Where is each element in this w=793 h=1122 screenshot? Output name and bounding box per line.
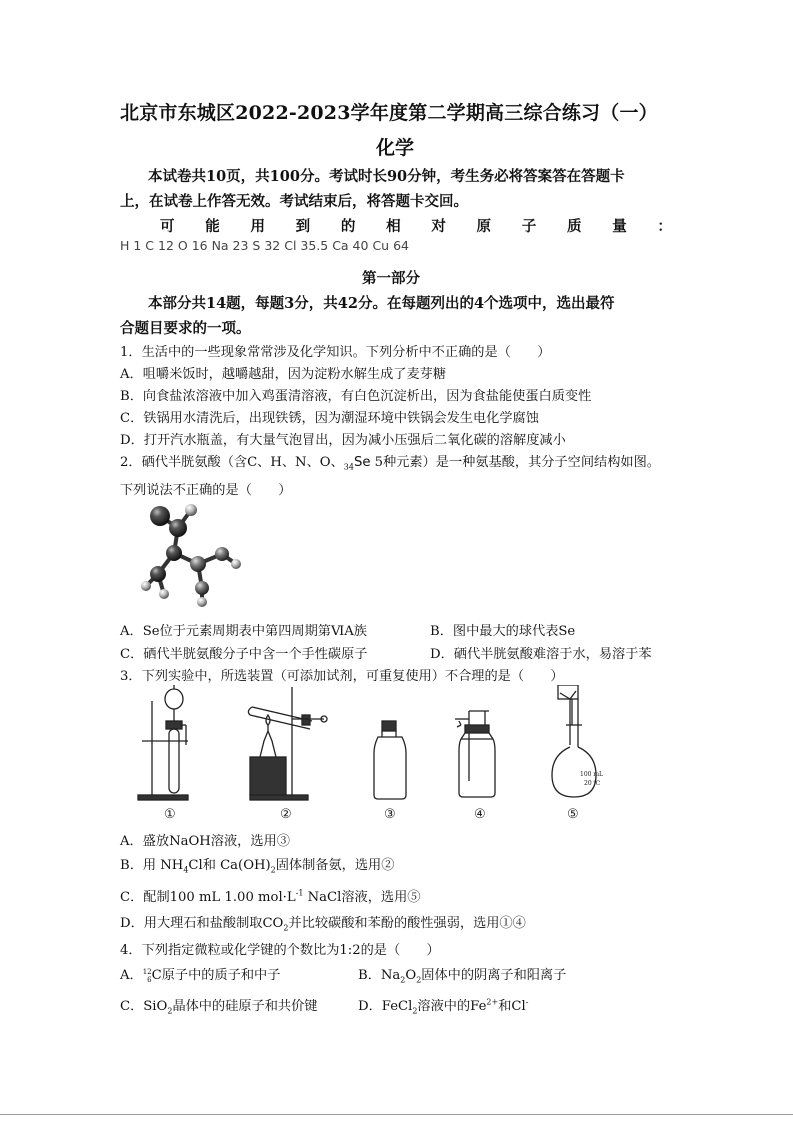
q2-option-a: A．Se位于元素周期表中第四周期第ⅥA族: [120, 624, 367, 639]
q4-option-d: D．FeCl$_2$溶液中的$Fe^{2+}$和Cl-: [358, 997, 529, 1016]
q1-option-a: A．咀嚼米饭时，越嚼越甜，因为淀粉水解生成了麦芽糖: [120, 367, 447, 382]
intro-line-1: 本试卷共10页，共100分。考试时长90分钟，考生务必将答案答在答题卡: [148, 168, 625, 185]
atom-ball: [185, 504, 197, 516]
atomic-label-char: 子: [521, 218, 537, 235]
atom-ball: [150, 506, 170, 526]
exam-title: 北京市东城区2022-2023学年度第二学期高三综合练习（一）: [120, 102, 658, 124]
q4-option-a: A．12 6C原子中的质子和中子: [120, 967, 281, 984]
apparatus-3: [374, 721, 406, 799]
apparatus-4: [455, 711, 495, 797]
q3-stem: 3．下列实验中，所选装置（可添加试剂，可重复使用）不合理的是（ ）: [120, 669, 564, 684]
flask-text-volume: 100 mL: [580, 771, 604, 778]
atomic-label-char: 能: [205, 218, 220, 235]
q3-option-c: C．配制100 mL 1.00 $mol\cdot L^{-1}$ NaCl溶液，选用⑤: [120, 888, 421, 905]
exam-subject: 化学: [376, 137, 415, 159]
atomic-label-char: 到: [295, 218, 311, 235]
atomic-label-char: 原: [476, 218, 492, 235]
atom-ball: [190, 556, 206, 572]
apparatus-1: [138, 685, 188, 800]
q1-option-d: D．打开汽水瓶盖，有大量气泡冒出，因为减小压强后二氧化碳的溶解度减小: [120, 433, 566, 448]
part1-instruction-2: 合题目要求的一项。: [120, 320, 251, 337]
q1-stem: 1．生活中的一些现象常常涉及化学知识。下列分析中不正确的是（ ）: [120, 345, 551, 360]
q1-option-c: C．铁锅用水清洗后，出现铁锈，因为潮湿环境中铁锅会发生电化学腐蚀: [120, 411, 539, 426]
atom-ball: [141, 581, 151, 591]
q2-stem-2: 下列说法不正确的是（ ）: [120, 483, 292, 498]
apparatus-2: [248, 687, 327, 800]
atomic-label-char: 可: [160, 218, 175, 235]
q4-stem: 4．下列指定微粒或化学键的个数比为1:2的是（ ）: [120, 943, 440, 958]
q2-option-c: C．硒代半胱氨酸分子中含一个手性碳原子: [120, 647, 368, 662]
molecule-structure-figure: [136, 498, 246, 610]
atomic-label-char: 量: [612, 218, 627, 235]
atom-ball: [231, 559, 241, 569]
apparatus-label-1: ①: [164, 807, 176, 822]
q3-option-a: A．盛放NaOH溶液，选用③: [120, 834, 290, 849]
flask-text-temp: 20 ℃: [584, 780, 601, 787]
apparatus-figures: [130, 685, 650, 825]
q2-stem: 2．硒代半胱氨酸（含C、H、N、O、$_{34}$Se 5种元素）是一种氨基酸，其分子空间结构如图。: [120, 455, 660, 472]
apparatus-label-4: ④: [474, 807, 486, 822]
atom-ball: [195, 581, 209, 595]
atom-ball: [150, 566, 166, 582]
atom-ball: [169, 519, 187, 537]
atomic-label-char: 的: [340, 218, 356, 235]
q2-option-b: B．图中最大的球代表Se: [430, 624, 576, 639]
atomic-mass-label: [160, 215, 672, 236]
q2-option-d: D．硒代半胱氨酸难溶于水，易溶于苯: [430, 647, 652, 662]
atom-ball: [159, 589, 169, 599]
atom-ball: [197, 597, 207, 607]
atomic-label-char: 相: [386, 218, 401, 235]
q3-option-b: B．用 $NH_4Cl$和 $Ca(OH)_2$固体制备氨，选用②: [120, 858, 395, 875]
intro-line-2: 上，在试卷上作答无效。考试结束后，将答题卡交回。: [120, 193, 468, 210]
apparatus-label-2: ②: [280, 807, 292, 822]
q4-option-b: B．$Na_2O_2$固体中的阴离子和阳离子: [358, 968, 567, 985]
q3-option-d: D．用大理石和盐酸制取$CO_2$并比较碳酸和苯酚的酸性强弱，选用①④: [120, 916, 526, 933]
apparatus-label-3: ③: [384, 807, 396, 822]
apparatus-label-5: ⑤: [567, 807, 579, 822]
q1-option-b: B．向食盐浓溶液中加入鸡蛋清溶液，有白色沉淀析出，因为食盐能使蛋白质变性: [120, 389, 592, 404]
atomic-mass-values: H 1 C 12 O 16 Na 23 S 32 Cl 35.5 Ca 40 Cu 64: [120, 238, 409, 253]
q4-option-c: C．SiO$_2$晶体中的硅原子和共价键: [120, 999, 318, 1016]
atomic-label-char: 用: [250, 218, 265, 235]
page-bottom-rule: [0, 1114, 793, 1115]
part1-instruction-1: 本部分共14题，每题3分，共42分。在每题列出的4个选项中，选出最符: [148, 295, 615, 312]
atomic-label-char: 对: [431, 218, 446, 235]
atomic-label-char: 质: [566, 218, 582, 235]
part1-heading: 第一部分: [362, 270, 420, 287]
atom-ball: [166, 545, 182, 561]
atom-ball: [215, 547, 229, 561]
atomic-label-char: ：: [657, 218, 672, 235]
